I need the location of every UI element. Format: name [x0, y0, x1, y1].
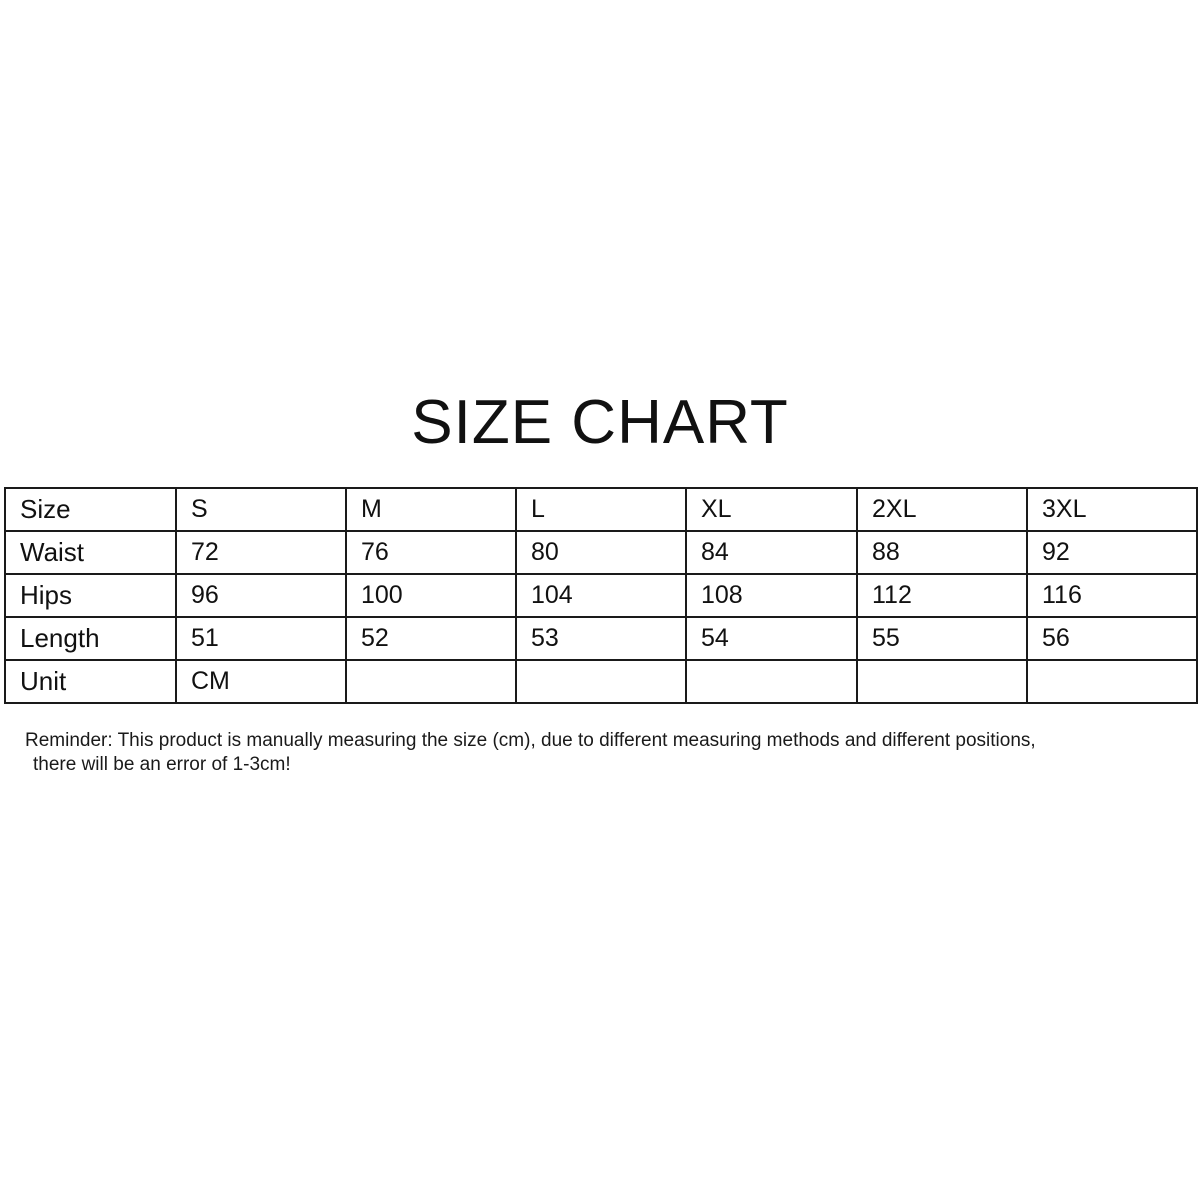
- table-cell: 84: [686, 531, 857, 574]
- table-cell: L: [516, 488, 686, 531]
- table-cell: 96: [176, 574, 346, 617]
- size-table: [4, 487, 1198, 704]
- table-cell: [516, 660, 686, 703]
- row-label: Waist: [5, 531, 176, 574]
- table-cell: 2XL: [857, 488, 1027, 531]
- table-cell: [686, 660, 857, 703]
- table-cell: [346, 660, 516, 703]
- table-row-hips: [5, 574, 1197, 617]
- row-label: Hips: [5, 574, 176, 617]
- table-cell: 88: [857, 531, 1027, 574]
- table-cell: 104: [516, 574, 686, 617]
- table-cell: 52: [346, 617, 516, 660]
- table-cell: 72: [176, 531, 346, 574]
- reminder-line-2: there will be an error of 1-3cm!: [33, 754, 291, 775]
- table-cell: 92: [1027, 531, 1197, 574]
- reminder-line-1: Reminder: This product is manually measuring the size (cm), due to different measuring methods and different positions,: [25, 730, 1036, 751]
- table-cell: 108: [686, 574, 857, 617]
- table-cell: 54: [686, 617, 857, 660]
- table-cell: CM: [176, 660, 346, 703]
- table-cell: 112: [857, 574, 1027, 617]
- row-label: Unit: [5, 660, 176, 703]
- table-cell: 56: [1027, 617, 1197, 660]
- table-cell: [857, 660, 1027, 703]
- table-cell: 3XL: [1027, 488, 1197, 531]
- table-row-size: [5, 488, 1197, 531]
- table-row-waist: [5, 531, 1197, 574]
- table-cell: 80: [516, 531, 686, 574]
- table-cell: 51: [176, 617, 346, 660]
- table-cell: 116: [1027, 574, 1197, 617]
- table-cell: M: [346, 488, 516, 531]
- reminder-note: [25, 729, 1185, 777]
- table-cell: 55: [857, 617, 1027, 660]
- table-cell: S: [176, 488, 346, 531]
- row-label: Length: [5, 617, 176, 660]
- table-cell: XL: [686, 488, 857, 531]
- table-cell: [1027, 660, 1197, 703]
- row-label: Size: [5, 488, 176, 531]
- table-cell: 53: [516, 617, 686, 660]
- table-row-unit: [5, 660, 1197, 703]
- table-row-length: [5, 617, 1197, 660]
- page-title: SIZE CHART: [411, 388, 789, 457]
- table-cell: 76: [346, 531, 516, 574]
- table-cell: 100: [346, 574, 516, 617]
